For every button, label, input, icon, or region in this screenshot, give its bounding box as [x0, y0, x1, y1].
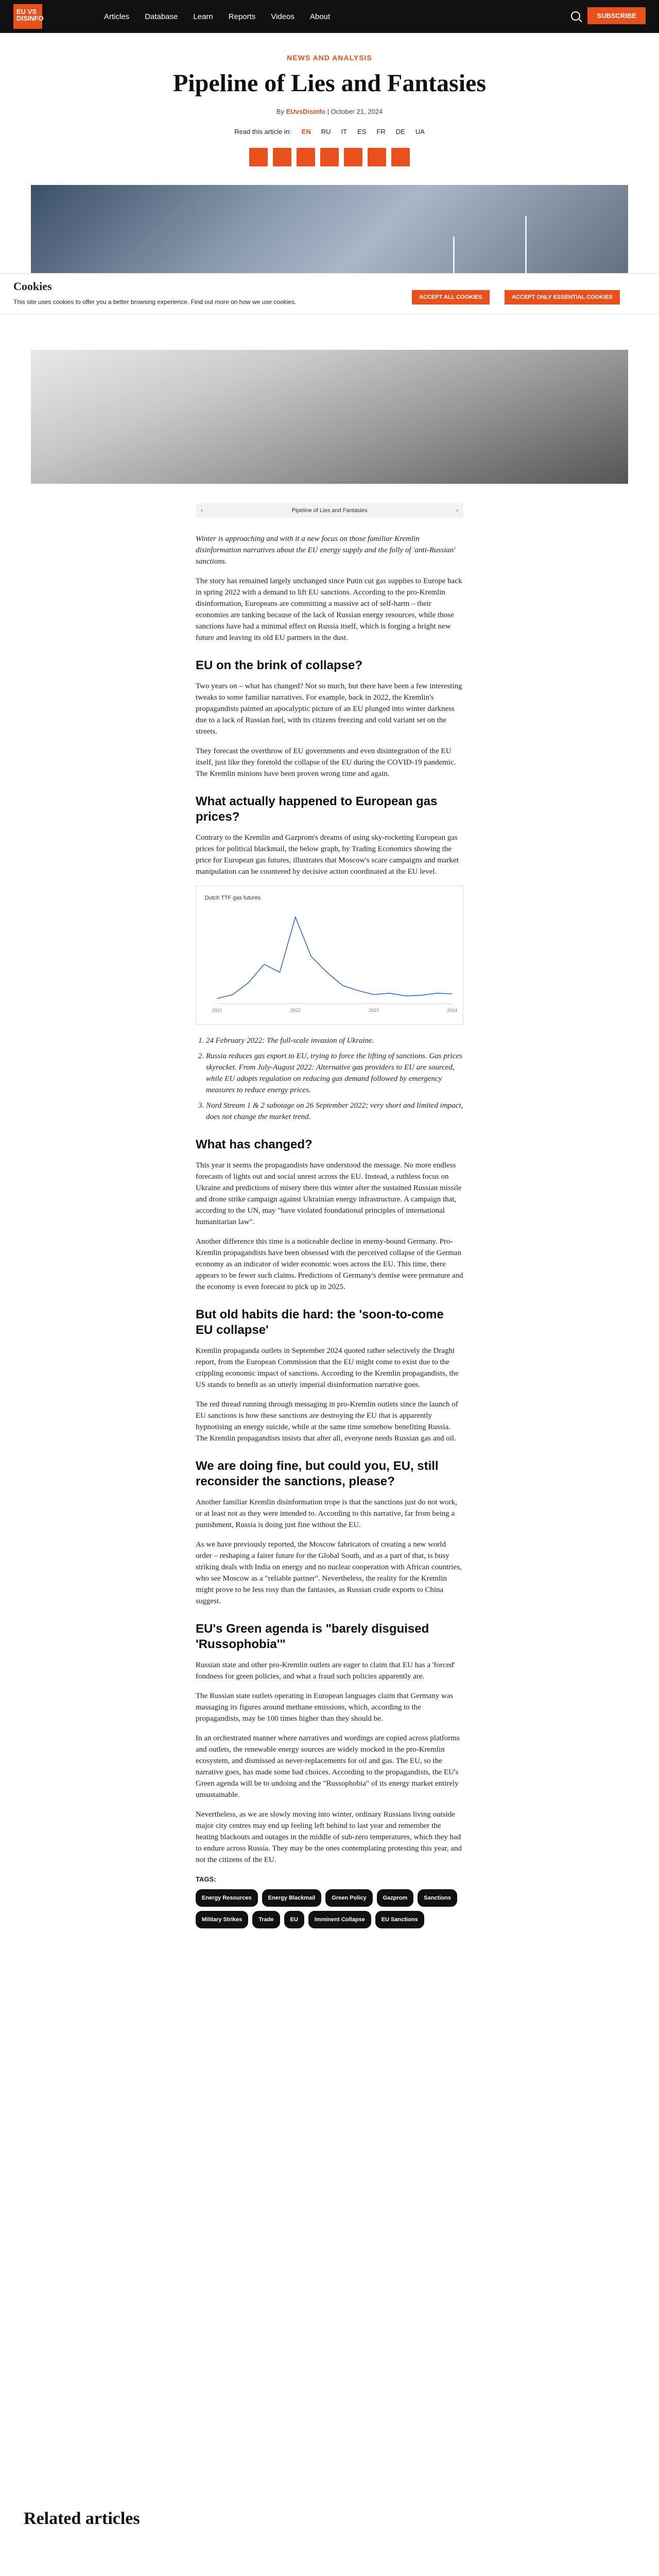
- nav-item-reports[interactable]: Reports: [228, 12, 256, 21]
- chart-label: Dutch TTF gas futures: [204, 894, 261, 901]
- tag-chip[interactable]: Energy Resources: [196, 1889, 258, 1907]
- lang-es[interactable]: ES: [357, 128, 367, 135]
- share-buttons: [0, 148, 659, 166]
- paragraph: Another difference this time is a noticeable decline in enemy-bound Germany. Pro-Kremlin propagandists have been obsessed with the perceived collapse of the German economy as an indicator of wider economic woes across the EU. This time, there appears to be fewer such claims. Predictions of Germany's demise were premature and the economy is even forecast to pick up in 2025.: [196, 1238, 463, 1291]
- nav-item-videos[interactable]: Videos: [271, 12, 294, 21]
- paragraph: The Russian state outlets operating in European languages claim that Germany was massaging its figures around methane emissions, which, according to the propagandists, may be 100 times higher than they should be.: [196, 1692, 454, 1723]
- lang-ru[interactable]: RU: [321, 128, 331, 135]
- tag-chip[interactable]: Military Strikes: [196, 1911, 248, 1928]
- event-list: [196, 1035, 463, 1123]
- share-twitter-icon[interactable]: [273, 148, 291, 166]
- author-link[interactable]: EUvsDisinfo: [286, 108, 326, 115]
- lang-en[interactable]: EN: [301, 128, 311, 135]
- chevron-left-icon[interactable]: ‹: [201, 507, 203, 514]
- list-item: 2. Russia reduces gas export to EU, trying to force the lifting of sanctions. Gas prices skyrocket. From July-August 2022: Alternative gas providers to EU are sourced, while EU adopts regulation on reducing gas demand followed by emergency measures to reduce energy prices.: [206, 1050, 463, 1096]
- paragraph: Nevertheless, as we are slowly moving into winter, ordinary Russians living outside major city centres may end up feeling left behind to last year and remember the heating blackouts and outages in the middle of sub-zero temperatures, which they had to endure across Russia. They may be the ones contemplating protesting this year, and not the citizens of the EU.: [196, 1810, 462, 1864]
- chart-series-line: [217, 917, 453, 998]
- section-heading: What actually happened to European gas prices?: [196, 794, 438, 824]
- paragraph: Kremlin propaganda outlets in September 2024 quoted rather selectively the Draghi report, from the European Commission that the EU might come to exist due to the crippling economic impact of sanctions. According to the Kremlin propagandists, the US stands to benefit as an utterly imperial disinformation narrative goes.: [196, 1347, 459, 1389]
- lang-de[interactable]: DE: [395, 128, 405, 135]
- section-heading: But old habits die hard: the 'soon-to-come EU collapse': [196, 1308, 444, 1337]
- tag-list: [196, 1889, 463, 1928]
- section-heading: We are doing fine, but could you, EU, still reconsider the sanctions, please?: [196, 1459, 439, 1488]
- paragraph: Two years on – what has changed? Not so much, but there have been a few interesting tweaks to some familiar narratives. For example, back in 2022, the Kremlin's propagandists painted an apocalyptic picture of an EU plunged into winter darkness due to a lack of Russian fuel, with its citizens freezing and cold variant set on the streets.: [196, 682, 462, 736]
- section-heading: What has changed?: [196, 1138, 313, 1151]
- article-kicker: NEWS AND ANALYSIS: [287, 54, 372, 62]
- share-email-icon[interactable]: [368, 148, 386, 166]
- section-heading: EU on the brink of collapse?: [196, 658, 363, 672]
- lang-it[interactable]: IT: [341, 128, 348, 135]
- lang-fr[interactable]: FR: [376, 128, 386, 135]
- chart-x-tick-label: 2022: [290, 1008, 301, 1014]
- tag-chip[interactable]: EU Sanctions: [375, 1911, 424, 1928]
- nav-item-learn[interactable]: Learn: [193, 12, 213, 21]
- byline: [0, 108, 659, 115]
- cookie-title: Cookies: [13, 280, 52, 293]
- tag-chip[interactable]: EU: [284, 1911, 304, 1928]
- lang-ua[interactable]: UA: [415, 128, 425, 135]
- paragraph: As we have previously reported, the Moscow fabricators of creating a new world order – reshaping a fairer future for the Global South, and as a part of that, is busy striking deals with India on energy and no nuclear cooperation with African countries, who see Moscow as a "reliable partner". Nevertheless, the reality for the Kremlin might prove to be less rosy than the fantasies, as Russian crude exports to China suggest.: [196, 1540, 462, 1605]
- cookie-text: This site uses cookies to offer you a better browsing experience. Find out more on how we use cookies.: [13, 298, 297, 306]
- paragraph: Russian state and other pro-Kremlin outlets are eager to claim that EU has a 'forced' fondness for green policies, and what a fraud such policies apparently are.: [196, 1661, 455, 1681]
- article-body: [196, 533, 463, 1928]
- subscribe-button[interactable]: SUBSCRIBE: [587, 7, 646, 24]
- read-in-label: Read this article in:: [234, 128, 291, 135]
- nav-item-articles[interactable]: Articles: [104, 12, 130, 21]
- accept-all-cookies-button[interactable]: ACCEPT ALL COOKIES: [412, 290, 490, 304]
- chart-x-tick-label: 2023: [369, 1008, 379, 1014]
- chart-x-ticks: [212, 1008, 457, 1013]
- tag-chip[interactable]: Energy Blackmail: [262, 1889, 322, 1907]
- main-nav: [104, 12, 330, 21]
- chart-x-tick-label: 2024: [447, 1008, 458, 1014]
- tag-chip[interactable]: Sanctions: [418, 1889, 457, 1907]
- tag-chip[interactable]: Trade: [252, 1911, 280, 1928]
- share-linkedin-icon[interactable]: [297, 148, 315, 166]
- gas-price-chart: [196, 886, 463, 1025]
- tag-chip[interactable]: Green Policy: [325, 1889, 372, 1907]
- paragraph: Another familiar Kremlin disinformation trope is that the sanctions just do not work, or at least not as they were intended to. According to this narrative, far from being a punishment, Russia is doing just fine without the EU.: [196, 1498, 457, 1529]
- paragraph: The red thread running through messaging in pro-Kremlin outlets since the launch of EU sanctions is how these sanctions are destroying the EU that is apparently hypnotising an energy suicide, while at the same time somehow benefiting Russia. The Kremlin propagandists insists that after all, everyone needs Russian gas and oil.: [196, 1400, 458, 1443]
- tag-chip[interactable]: Imminent Collapse: [308, 1911, 371, 1928]
- article-header: [0, 33, 659, 166]
- top-navigation-bar: [0, 0, 659, 33]
- cookie-banner: [0, 273, 659, 314]
- header-actions: [571, 7, 646, 24]
- search-icon[interactable]: [571, 11, 580, 21]
- page-title: Pipeline of Lies and Fantasies: [172, 70, 487, 97]
- paragraph: The story has remained largely unchanged since Putin cut gas supplies to Europe back in spring 2022 with a demand to lift EU sanctions. According to the pro-Kremlin disinformation, Europeans are committing a massive act of self-harm – their economies are tanking because of the lack of Russian energy resources, while those sanctions have had a minimal effect on Russia itself, which is forging a bright new future and leaving its old EU partners in the dust.: [196, 577, 462, 642]
- paragraph: This year it seems the propagandists have understood the message. No more endless forecasts of lights out and social unrest across the EU. Instead, a ruthless focus on Ukraine and predictions of misery there this winter after the sustained Russian missile and drone strike campaign against Ukrainian energy infrastructure. A campaign that, according to the UN, may "have violated foundational principles of international humanitarian law".: [196, 1161, 462, 1226]
- list-item: 3. Nord Stream 1 & 2 sabotage on 26 September 2022; very short and limited impact, does not change the market trend.: [206, 1100, 463, 1123]
- related-articles-title: Related articles: [24, 2509, 140, 2528]
- share-whatsapp-icon[interactable]: [344, 148, 362, 166]
- tags-label: TAGS:: [196, 1875, 216, 1883]
- chevron-right-icon[interactable]: ›: [456, 507, 458, 514]
- hero-image-bottom: [31, 350, 628, 484]
- site-logo[interactable]: EU VS DISINFO: [13, 4, 42, 29]
- publish-date: | October 21, 2024: [325, 108, 383, 115]
- share-facebook-icon[interactable]: [249, 148, 268, 166]
- paragraph: Contrary to the Kremlin and Gazprom's dreams of using sky-rocketing European gas prices for political blackmail, the below graph, by Trading Economics showing the price for European gas futures, illustrates that Moscow's scare campaigns and market manipulation can be countered by decisive action coordinated at the EU level.: [196, 834, 459, 876]
- paragraph: They forecast the overthrow of EU governments and even disintegration of the EU itself, just like they foretold the collapse of the EU during the COVID-19 pandemic. The Kremlin minions have been proven wrong time and again.: [196, 747, 456, 778]
- nav-item-database[interactable]: Database: [145, 12, 178, 21]
- chart-x-tick-label: 2021: [212, 1008, 222, 1014]
- language-switcher: [0, 128, 659, 135]
- image-caption-bar: [196, 503, 463, 518]
- paragraph: In an orchestrated manner where narratives and wordings are copied across platforms and outlets, the renewable energy sources are widely mocked in the pro-Kremlin ecosystem, and dismissed as never-replacements for oil and gas. The EU, so the narrative goes, has made some bad choices. According to the propagandists, the EU's Green agenda will be to undoing and the "Russophobia" of its energy market entirely unsustainable.: [196, 1734, 460, 1799]
- list-item: 1. 24 February 2022: The full-scale invasion of Ukraine.: [206, 1035, 463, 1046]
- section-heading: EU's Green agenda is "barely disguised 'Russophobia'": [196, 1622, 429, 1651]
- image-caption: Pipeline of Lies and Fantasies: [291, 507, 368, 514]
- accept-essential-cookies-button[interactable]: ACCEPT ONLY ESSENTIAL COOKIES: [505, 290, 620, 304]
- article-lead: Winter is approaching and with it a new focus on those familiar Kremlin disinformation narratives about the EU energy supply and the folly of 'anti-Russian' sanctions.: [196, 535, 456, 566]
- byline-prefix: By: [276, 108, 286, 115]
- share-copy-link-icon[interactable]: [391, 148, 410, 166]
- chart-svg: [196, 886, 463, 1024]
- nav-item-about[interactable]: About: [309, 12, 331, 21]
- share-telegram-icon[interactable]: [320, 148, 339, 166]
- tag-chip[interactable]: Gazprom: [377, 1889, 414, 1907]
